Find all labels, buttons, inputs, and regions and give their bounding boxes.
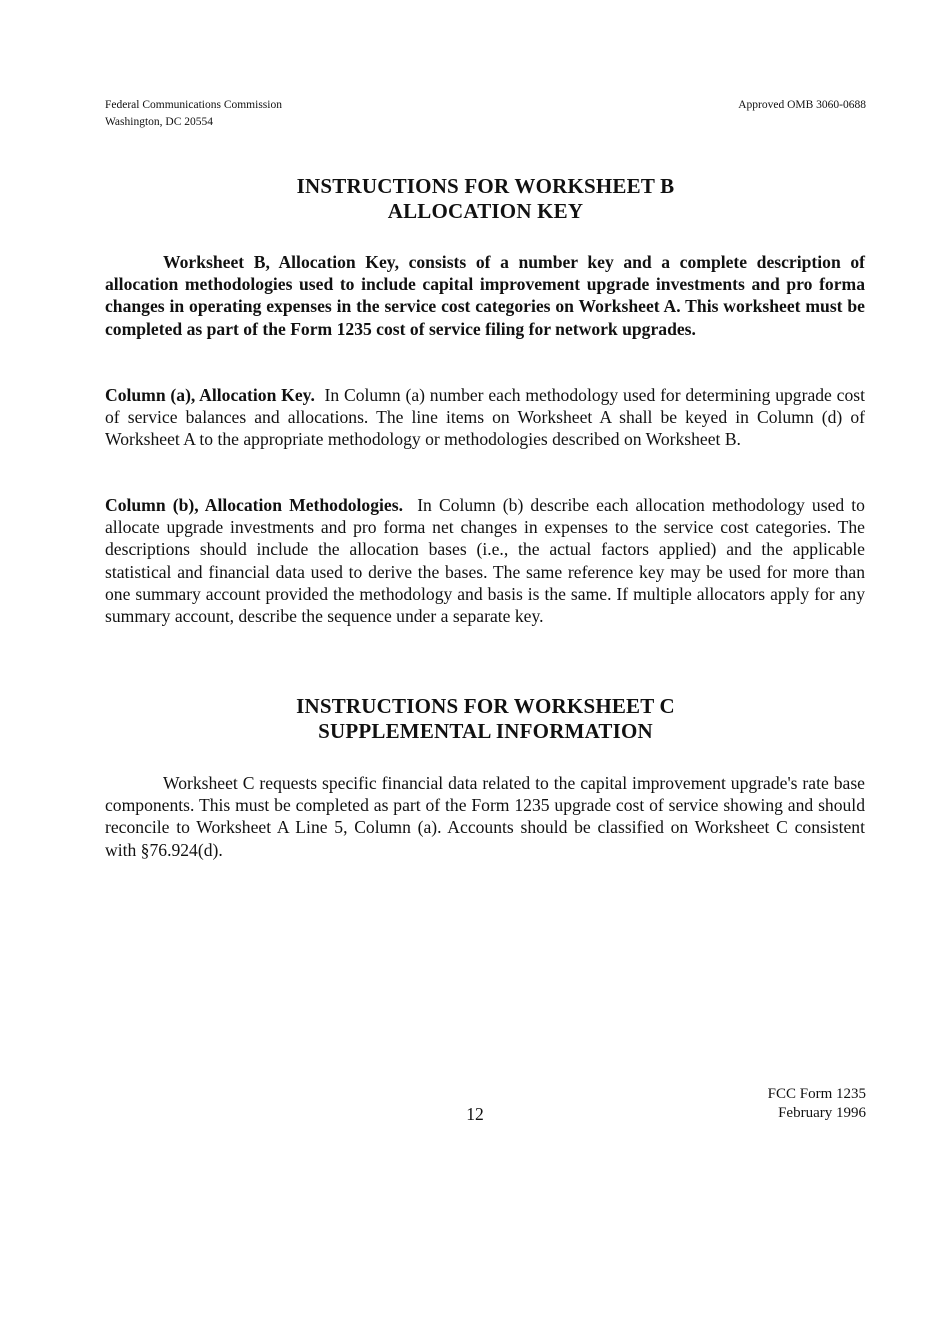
column-a-paragraph <box>105 384 865 451</box>
section-c-body: Worksheet C requests specific financial data related to the capital improvement upgrade's rate base components. This must be completed as part of the Form 1235 upgrade cost of service showing and should reconcile to Worksheet A Line 5, Column (a). Accounts should be classified on Worksheet C consistent with §76.924(d). <box>105 773 865 860</box>
column-b-text: In Column (b) describe each allocation methodology used to allocate upgrade investments and pro forma net changes in expenses to the service cost categories. The descriptions should include the allocation bases (i.e., the actual factors applied) and the applicable statistical and financial data used to derive the bases. The same reference key may be used for more than one summary account provided the methodology and basis is the same. If multiple allocators apply for any summary account, describe the sequence under a separate key. <box>105 495 865 627</box>
header-agency: Federal Communications Commission <box>105 99 282 111</box>
section-c-heading <box>105 694 866 744</box>
section-b-intro: Worksheet B, Allocation Key, consists of a number key and a complete description of allocation methodologies used to include capital improvement upgrade investments and pro forma changes in operating expenses in the service cost categories on Worksheet A. This worksheet must be completed as part of the Form 1235 cost of service filing for network upgrades. <box>105 252 865 339</box>
section-b-title-line2: ALLOCATION KEY <box>387 199 584 223</box>
header-agency-block <box>105 97 282 131</box>
section-c-title-line2: SUPPLEMENTAL INFORMATION <box>318 719 653 743</box>
column-b-label: Column (b), Allocation Methodologies. <box>105 495 403 515</box>
column-b-paragraph <box>105 494 865 627</box>
section-c-title-line1: INSTRUCTIONS FOR WORKSHEET C <box>296 694 675 718</box>
section-b-heading <box>105 174 866 224</box>
column-a-text: In Column (a) number each methodology used for determining upgrade cost of service balances and allocations. The line items on Worksheet A shall be keyed in Column (d) of Worksheet A to the appropriate methodology or methodologies described on Worksheet B. <box>105 385 866 450</box>
footer-form-info <box>768 1085 866 1123</box>
section-b-title-line1: INSTRUCTIONS FOR WORKSHEET B <box>296 174 675 198</box>
footer-form: FCC Form 1235 <box>767 1086 866 1102</box>
footer-date: February 1996 <box>778 1105 866 1121</box>
column-a-label: Column (a), Allocation Key. <box>105 385 315 405</box>
header-omb: Approved OMB 3060-0688 <box>738 99 866 111</box>
page-number: 12 <box>466 1104 484 1124</box>
header-address: Washington, DC 20554 <box>105 116 214 128</box>
